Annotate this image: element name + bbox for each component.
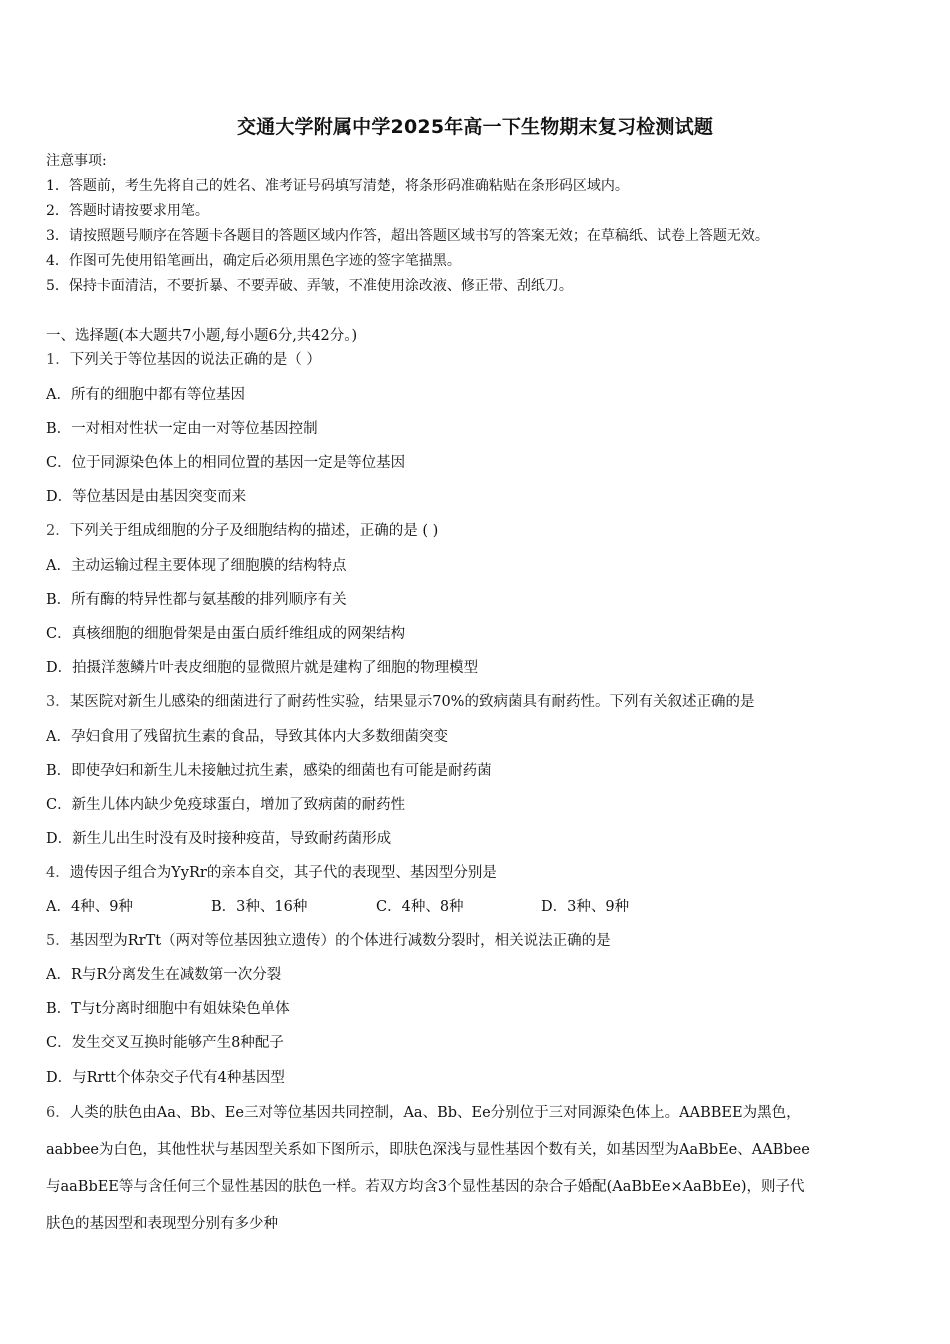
question-number: 2． [46, 523, 70, 539]
question-3-stem [46, 692, 754, 712]
section-heading: 一、选择题(本大题共7小题,每小题6分,共42分。) [46, 328, 358, 344]
option-d: D．3种、9种 [541, 899, 630, 915]
question-number: 3． [46, 694, 70, 710]
option-b: B．一对相对性状一定由一对等位基因控制 [46, 421, 318, 437]
option-d: D．拍摄洋葱鳞片叶表皮细胞的显微照片就是建构了细胞的物理模型 [46, 660, 479, 676]
option-c: C．新生儿体内缺少免疫球蛋白，增加了致病菌的耐药性 [46, 797, 406, 813]
question-text: 人类的肤色由Aa、Bb、Ee三对等位基因共同控制，Aa、Bb、Ee分别位于三对同源染色体上。AABBEE为黑色， [69, 1105, 801, 1121]
option-a: A．所有的细胞中都有等位基因 [46, 387, 245, 403]
page-title: 交通大学附属中学2025年高一下生物期末复习检测试题 [236, 116, 714, 138]
question-5-stem [46, 931, 611, 951]
question-6-stem [46, 1095, 906, 1243]
option-c: C．位于同源染色体上的相同位置的基因一定是等位基因 [46, 455, 406, 471]
option-b: B．所有酶的特异性都与氨基酸的排列顺序有关 [46, 592, 347, 608]
question-text: 基因型为RrTt（两对等位基因独立遗传）的个体进行减数分裂时，相关说法正确的是 [69, 933, 611, 949]
question-6-line-4: 肤色的基因型和表现型分别有多少种 [46, 1216, 278, 1232]
option-a: A．4种、9种 [46, 899, 133, 915]
notice-item: 1．答题前，考生先将自己的姓名、准考证号码填写清楚，将条形码准确粘贴在条形码区域内。 [46, 178, 629, 194]
option-d: D．与Rrtt个体杂交子代有4种基因型 [46, 1070, 285, 1086]
question-2-stem [46, 521, 438, 541]
question-text: 遗传因子组合为YyRr的亲本自交，其子代的表现型、基因型分别是 [69, 865, 497, 881]
option-row [46, 897, 706, 917]
question-4-stem [46, 863, 497, 883]
question-number: 5． [46, 933, 70, 949]
notice-item: 2．答题时请按要求用笔。 [46, 203, 209, 219]
question-text: 下列关于等位基因的说法正确的是（ ） [69, 352, 321, 368]
option-c: C．发生交叉互换时能够产生8种配子 [46, 1035, 284, 1051]
option-c: C．4种、8种 [376, 899, 464, 915]
option-a: A．R与R分离发生在减数第一次分裂 [46, 967, 282, 983]
option-a: A．孕妇食用了残留抗生素的食品，导致其体内大多数细菌突变 [46, 729, 448, 745]
option-c: C．真核细胞的细胞骨架是由蛋白质纤维组成的网架结构 [46, 626, 406, 642]
notice-heading: 注意事项: [46, 153, 107, 169]
option-b: B．T与t分离时细胞中有姐妹染色单体 [46, 1001, 290, 1017]
question-text: 某医院对新生儿感染的细菌进行了耐药性实验，结果显示70%的致病菌具有耐药性。下列有关叙述正确的是 [69, 694, 755, 710]
question-1-stem [46, 350, 321, 370]
question-6-line-2: aabbee为白色，其他性状与基因型关系如下图所示，即肤色深浅与显性基因个数有关，如基因型为AaBbEe、AABbee [46, 1142, 810, 1158]
question-number: 6． [46, 1105, 70, 1121]
question-6-line-3: 与aaBbEE等与含任何三个显性基因的肤色一样。若双方均含3个显性基因的杂合子婚配(AaBbEe×AaBbEe)，则子代 [46, 1179, 805, 1195]
option-a: A．主动运输过程主要体现了细胞膜的结构特点 [46, 558, 347, 574]
question-number: 4． [46, 865, 70, 881]
option-d: D．等位基因是由基因突变而来 [46, 489, 247, 505]
question-6-line-1 [46, 1095, 906, 1132]
option-d: D．新生儿出生时没有及时接种疫苗，导致耐药菌形成 [46, 831, 392, 847]
question-text: 下列关于组成细胞的分子及细胞结构的描述，正确的是 ( ) [69, 523, 439, 539]
notice-item: 5．保持卡面清洁，不要折暴、不要弄破、弄皱，不准使用涂改液、修正带、刮纸刀。 [46, 278, 573, 294]
notice-item: 3．请按照题号顺序在答题卡各题目的答题区域内作答，超出答题区域书写的答案无效；在草稿纸、试卷上答题无效。 [46, 228, 769, 244]
option-b: B．即使孕妇和新生儿未接触过抗生素，感染的细菌也有可能是耐药菌 [46, 763, 492, 779]
option-b: B．3种、16种 [211, 899, 308, 915]
question-number: 1． [46, 352, 70, 368]
notice-item: 4．作图可先使用铅笔画出，确定后必须用黑色字迹的签字笔描黑。 [46, 253, 461, 269]
